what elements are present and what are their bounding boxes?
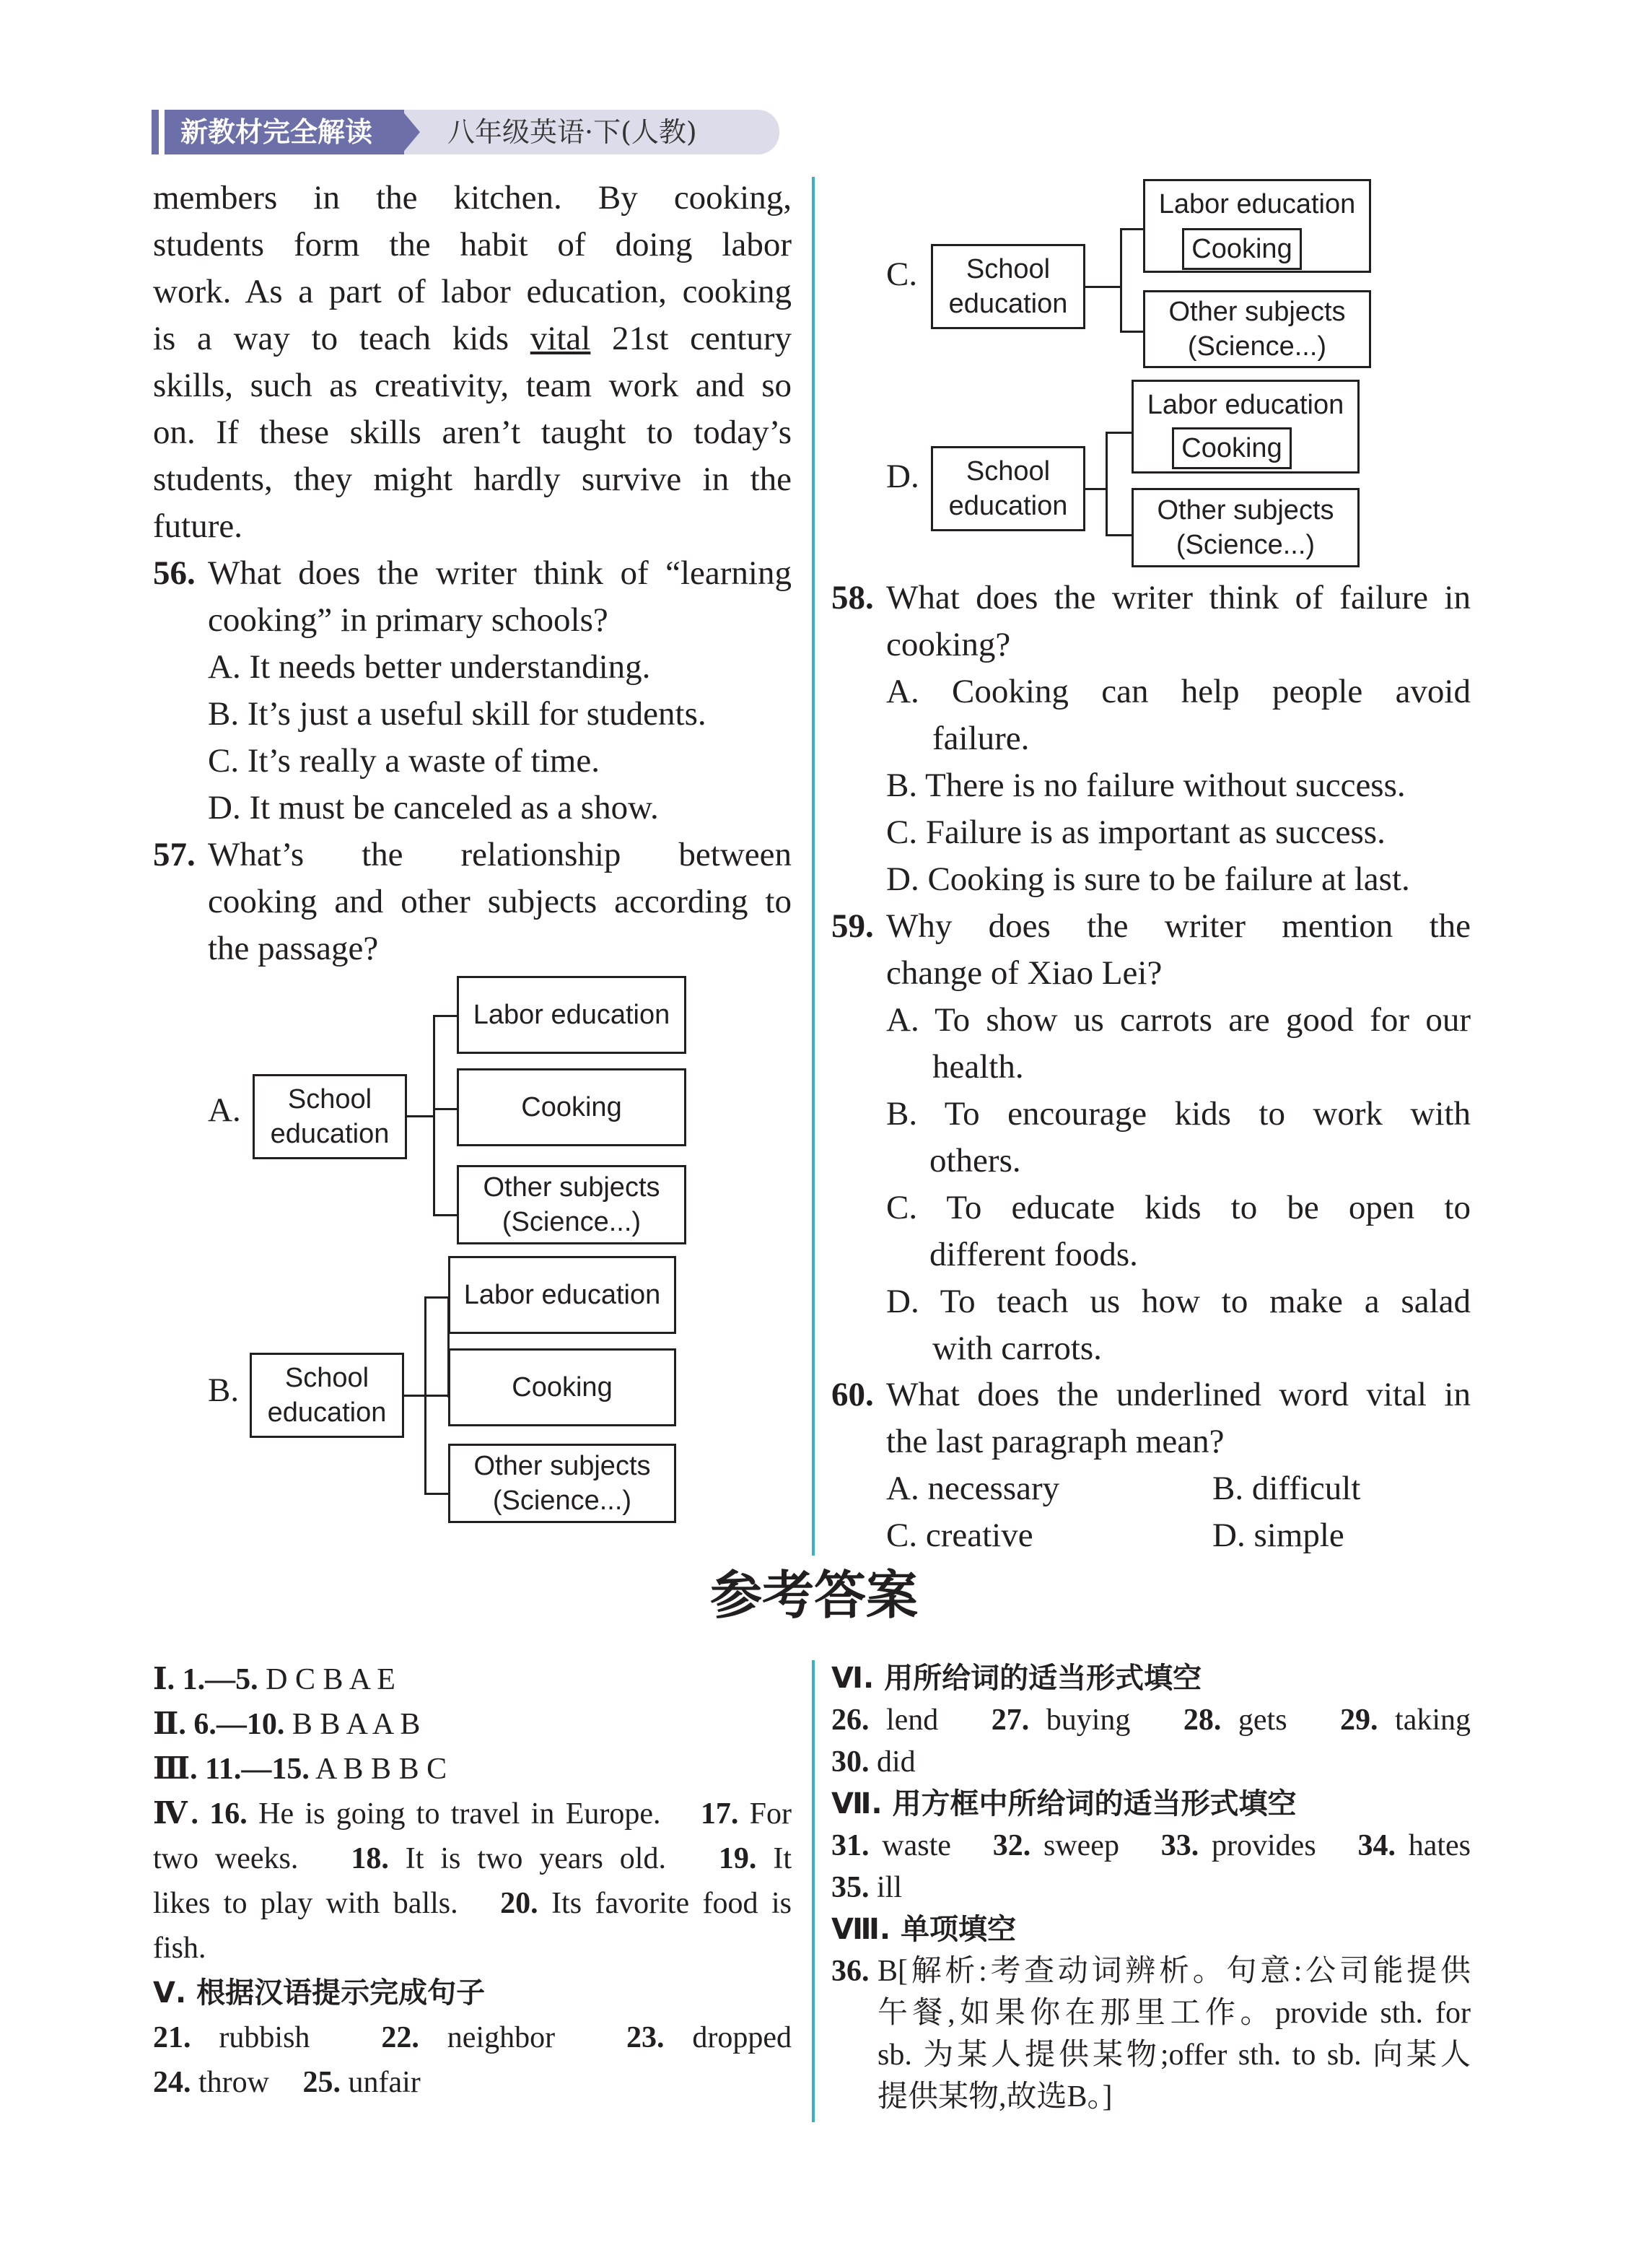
question-stem: the last paragraph mean?: [886, 1423, 1225, 1460]
header-series-title: 新教材完全解读: [165, 110, 417, 154]
question-56: [153, 550, 792, 832]
question-58: [831, 575, 1471, 903]
option-c-cont: different foods.: [929, 1236, 1138, 1273]
underlined-word-vital: vital: [530, 320, 591, 357]
answer-number: 26.: [831, 1704, 870, 1737]
answer-line: [831, 1867, 1471, 1909]
question-stem: cooking?: [886, 626, 1011, 663]
passage-line: future.: [153, 507, 242, 545]
option-a-cont: failure.: [932, 720, 1030, 757]
diagram-d-school-box: [931, 446, 1085, 531]
answer-word: rubbish: [219, 2021, 310, 2054]
box-label: Other subjects: [473, 1451, 651, 1481]
diagram-b-labor-box: Labor education: [448, 1256, 676, 1334]
diagram-c-letter: C.: [886, 256, 918, 293]
diagram-a-cooking-box: Cooking: [457, 1068, 686, 1146]
question-stem: cooking” in primary schools?: [208, 601, 608, 639]
answer-number: 36.: [831, 1955, 870, 1988]
diagram-d-cooking-box: Cooking: [1172, 427, 1292, 469]
answer-word: ill: [877, 1871, 903, 1904]
diagram-a-labor-box: Labor education: [457, 976, 686, 1054]
option-a: A. To show us carrots are good for our: [886, 1001, 1471, 1039]
option-d: D. Cooking is sure to be failure at last.: [886, 860, 1410, 898]
answer-text: It is two years old.: [405, 1842, 666, 1875]
option-b: B. difficult: [1212, 1470, 1361, 1507]
connector: [433, 1015, 457, 1017]
answer-word: taking: [1395, 1704, 1471, 1737]
diagram-c-school-box: [931, 244, 1085, 329]
connector: [1120, 228, 1143, 230]
answer-word: waste: [882, 1829, 951, 1862]
question-stem: What does the writer think of failure in: [886, 579, 1471, 616]
answer-word: sweep: [1043, 1829, 1119, 1862]
option-b: B. There is no failure without success.: [886, 767, 1406, 804]
answer-word: gets: [1238, 1704, 1287, 1737]
answer-title: 参考答案: [709, 1565, 918, 1626]
question-stem: What does the underlined word vital in: [886, 1376, 1471, 1413]
box-label: School: [287, 1084, 372, 1115]
connector: [1106, 432, 1108, 536]
connector: [1085, 488, 1106, 490]
option-c: C. It’s really a waste of time.: [208, 742, 600, 780]
question-57: [153, 832, 792, 972]
column-divider-bottom: [812, 1660, 815, 2122]
diagram-b-cooking-box: Cooking: [448, 1348, 676, 1426]
diagram-c-other-box: [1143, 290, 1371, 368]
option-c: C. To educate kids to be open to: [886, 1189, 1471, 1226]
answer-number: 23.: [626, 2021, 665, 2054]
passage: [153, 175, 792, 550]
option-d-cont: with carrots.: [932, 1330, 1102, 1367]
answer-section-3: [153, 1747, 792, 1792]
diagram-b-other-box: [448, 1444, 676, 1523]
passage-text: 21st century: [612, 320, 792, 357]
passage-line: work. As a part of labor education, cooking: [153, 273, 792, 310]
section-5-heading: Ⅴ. 根据汉语提示完成句子: [153, 1976, 486, 2010]
box-label: (Science...): [1187, 331, 1327, 362]
answer-word: neighbor: [447, 2021, 556, 2054]
answer-word: hates: [1408, 1829, 1471, 1862]
answer-word: buying: [1046, 1704, 1131, 1737]
box-label: (Science...): [492, 1486, 632, 1516]
diagram-a-school-box: [253, 1074, 407, 1159]
option-a: A. It needs better understanding.: [208, 648, 651, 686]
passage-line: members in the kitchen. By cooking,: [153, 179, 792, 217]
answer-text: two weeks.: [153, 1842, 299, 1875]
option-a: A. Cooking can help people avoid: [886, 673, 1471, 710]
answer-number: 32.: [992, 1829, 1031, 1862]
answer-number: 25.: [302, 2066, 341, 2099]
answer-word: dropped: [692, 2021, 792, 2054]
explanation-line: sb. 为某人提供某物;offer sth. to sb. 向某人: [878, 2038, 1471, 2072]
question-stem: What’s the relationship between: [208, 836, 792, 873]
answer-number: 19.: [718, 1842, 757, 1875]
diagram-b-letter: B.: [208, 1371, 240, 1409]
header-wedge: [401, 110, 420, 154]
section-label: Ⅳ. 16.: [153, 1797, 248, 1831]
answer-number: 34.: [1357, 1829, 1396, 1862]
box-label: education: [267, 1397, 387, 1428]
answer-text: Its favorite food is: [551, 1887, 792, 1920]
answer-text: likes to play with balls.: [153, 1887, 458, 1920]
diagram-d-other-box: [1132, 488, 1360, 567]
connector: [1106, 432, 1132, 434]
diagram-d-letter: D.: [886, 458, 919, 495]
section-label: Ⅰ. 1.—5.: [153, 1663, 258, 1696]
option-b: B. To encourage kids to work with: [886, 1095, 1471, 1133]
box-label: Other subjects: [483, 1172, 660, 1203]
box-label: Labor education: [1147, 390, 1344, 420]
answer-text: D C B A E: [266, 1663, 395, 1696]
answer-line: [153, 1836, 792, 1881]
box-label: education: [270, 1119, 390, 1149]
connector: [433, 1015, 435, 1216]
option-d: D. To teach us how to make a salad: [886, 1283, 1471, 1320]
answer-number: 17.: [700, 1797, 739, 1831]
answer-section-2: [153, 1702, 792, 1747]
question-stem: cooking and other subjects according to: [208, 883, 792, 920]
answer-text: B B A A B: [292, 1708, 421, 1741]
connector: [404, 1395, 424, 1397]
answer-number: 24.: [153, 2066, 191, 2099]
explanation-line: 午餐,如果你在那里工作。provide sth. for: [878, 1997, 1471, 2030]
question-stem: What does the writer think of “learning: [208, 554, 792, 592]
answer-line: [153, 2015, 792, 2060]
connector: [433, 1214, 457, 1216]
section-label: Ⅱ. 6.—10.: [153, 1708, 285, 1741]
connector: [433, 1108, 457, 1110]
option-b: B. It’s just a useful skill for students.: [208, 695, 706, 733]
diagram-b-school-box: [250, 1353, 404, 1438]
option-c: C. Failure is as important as success.: [886, 814, 1386, 851]
section-label: Ⅲ. 11.—15.: [153, 1753, 310, 1786]
passage-line: students form the habit of doing labor: [153, 226, 792, 263]
section-8-heading: Ⅷ. 单项填空: [831, 1913, 1017, 1946]
connector: [1120, 228, 1122, 332]
answer-number: 28.: [1183, 1704, 1222, 1737]
connector: [407, 1115, 433, 1117]
connector: [424, 1296, 448, 1299]
connector: [1106, 534, 1132, 536]
box-label: (Science...): [1176, 530, 1316, 560]
answer-line: [831, 1741, 1471, 1783]
answer-word: lend: [885, 1704, 939, 1737]
header-accent-bar: [152, 110, 159, 154]
passage-line-vital: [153, 315, 792, 362]
answer-number: 22.: [381, 2021, 419, 2054]
explanation-line: 提供某物,故选B。]: [878, 2080, 1113, 2114]
connector: [424, 1395, 448, 1397]
answer-text: He is going to travel in Europe.: [258, 1797, 661, 1831]
question-59: [831, 903, 1471, 1372]
answer-word: provides: [1212, 1829, 1316, 1862]
explanation-line: B[解析:考查动词辨析。句意:公司能提供: [878, 1955, 1471, 1988]
answer-line: [153, 1792, 792, 1836]
connector: [1120, 331, 1143, 333]
question-number: 58.: [831, 579, 874, 616]
question-stem: the passage?: [208, 930, 379, 967]
passage-line: skills, such as creativity, team work and so: [153, 367, 792, 404]
box-label: School: [966, 254, 1051, 284]
question-stem: Why does the writer mention the: [886, 907, 1471, 945]
passage-text: is a way to teach kids: [153, 320, 509, 357]
connector: [1085, 286, 1120, 288]
answer-text: It: [773, 1842, 792, 1875]
answer-word: throw: [198, 2066, 269, 2099]
section-6-heading: Ⅵ. 用所给词的适当形式填空: [831, 1662, 1202, 1695]
option-a: A. necessary: [886, 1470, 1060, 1507]
option-c: C. creative: [886, 1517, 1033, 1554]
question-number: 57.: [153, 836, 196, 873]
question-stem: change of Xiao Lei?: [886, 954, 1163, 992]
box-label: Other subjects: [1168, 297, 1346, 327]
option-b-cont: others.: [929, 1142, 1021, 1179]
answer-text: For: [749, 1797, 792, 1831]
answer-section-1: [153, 1657, 792, 1702]
answer-number: 29.: [1340, 1704, 1378, 1737]
answer-text: A B B B C: [315, 1753, 447, 1786]
question-60: [831, 1371, 1471, 1559]
answer-line: [153, 1881, 792, 1926]
box-label: Other subjects: [1157, 495, 1334, 525]
question-number: 59.: [831, 907, 874, 945]
answer-number: 21.: [153, 2021, 191, 2054]
box-label: School: [966, 456, 1051, 487]
box-label: School: [284, 1363, 369, 1393]
diagram-c-cooking-box: Cooking: [1182, 228, 1302, 270]
answer-word: did: [877, 1745, 916, 1779]
answers-right: [831, 1657, 1471, 2118]
answer-number: 31.: [831, 1829, 870, 1862]
answers-left: [153, 1657, 792, 2105]
answer-36: [831, 1950, 1471, 2118]
connector: [424, 1493, 448, 1495]
option-d: D. simple: [1212, 1517, 1344, 1554]
answer-section-4: [153, 1792, 792, 1971]
answer-line: [831, 1699, 1471, 1741]
answer-line: [831, 1825, 1471, 1867]
passage-line: on. If these skills aren’t taught to today’s: [153, 414, 792, 451]
answer-line: fish.: [153, 1932, 206, 1965]
question-number: 60.: [831, 1376, 874, 1413]
answer-number: 33.: [1160, 1829, 1199, 1862]
answer-number: 30.: [831, 1745, 870, 1779]
box-label: Labor education: [1158, 189, 1356, 219]
passage-line: students, they might hardly survive in the: [153, 461, 792, 498]
header-book-title: 八年级英语·下(人教): [404, 110, 779, 154]
box-label: (Science...): [502, 1207, 642, 1237]
answer-number: 35.: [831, 1871, 870, 1904]
column-divider-top: [812, 177, 815, 1556]
answer-number: 18.: [351, 1842, 389, 1875]
option-a-cont: health.: [932, 1048, 1024, 1086]
answer-number: 27.: [991, 1704, 1030, 1737]
question-number: 56.: [153, 554, 196, 592]
box-label: education: [948, 289, 1068, 319]
answer-number: 20.: [500, 1887, 538, 1920]
diagram-a-other-box: [457, 1165, 686, 1244]
answer-line: [153, 2060, 792, 2105]
diagram-a-letter: A.: [208, 1091, 241, 1129]
option-d: D. It must be canceled as a show.: [208, 789, 659, 826]
box-label: education: [948, 491, 1068, 521]
answer-word: unfair: [348, 2066, 421, 2099]
section-7-heading: Ⅶ. 用方框中所给词的适当形式填空: [831, 1787, 1297, 1820]
